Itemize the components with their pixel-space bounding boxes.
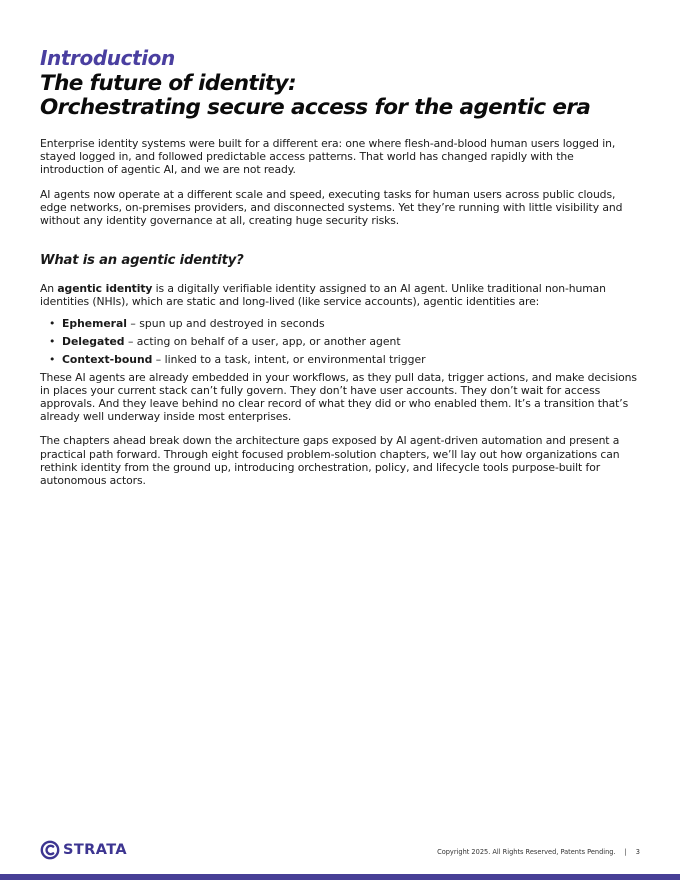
list-item	[40, 317, 638, 330]
copyright-text: Copyright 2025. All Rights Reserved, Patents Pending.	[437, 848, 616, 856]
list-item-desc: – spun up and destroyed in seconds	[127, 316, 325, 330]
characteristics-list	[40, 317, 638, 366]
list-item-term: Delegated	[62, 334, 125, 348]
bullet-icon: •	[49, 352, 56, 366]
list-item-desc: – linked to a task, intent, or environmental trigger	[152, 352, 426, 366]
section-heading: What is an agentic identity?	[40, 253, 244, 269]
list-item-term: Ephemeral	[62, 316, 127, 330]
intro-paragraph-1: Enterprise identity systems were built for a different era: one where flesh-and-blood human users logged in, stayed logged in, and followed predictable access patterns. That world has changed rapidly with the introduction of agentic AI, and we are not ready.	[40, 137, 616, 177]
bullet-icon: •	[49, 316, 56, 330]
list-item	[40, 335, 638, 348]
footer-accent-bar	[0, 874, 680, 880]
definition-paragraph	[40, 282, 638, 308]
context-paragraph: These AI agents are already embedded in your workflows, as they pull data, trigger actions, and make decisions in places your current stack can’t fully govern. They don’t have user accounts. They don’t wait for access approvals. And they leave behind no clear record of what they did or who enabled them. It’s a transition that’s already well underway inside most enterprises.	[40, 370, 637, 424]
list-item-desc: – acting on behalf of a user, app, or another agent	[124, 334, 401, 348]
strata-logo-icon	[40, 840, 60, 860]
definition-text-before: An	[40, 282, 58, 296]
intro-paragraph-2: AI agents now operate at a different scale and speed, executing tasks for human users across public clouds, edge networks, on-premises providers, and disconnected systems. Yet they’re running with little visibility and without any identity governance at all, creating huge security risks.	[40, 187, 623, 228]
section-eyebrow: Introduction	[40, 46, 175, 70]
strata-logo	[40, 840, 127, 860]
list-item-term: Context-bound	[62, 352, 153, 366]
list-item	[40, 353, 638, 366]
page-content	[40, 46, 638, 487]
definition-text-after: is a digitally verifiable identity assigned to an AI agent. Unlike traditional non-human identities (NHIs), which are static and long-lived (like service accounts), agentic identities are:	[40, 282, 606, 309]
page-title	[40, 72, 638, 120]
footer-separator: |	[624, 848, 627, 856]
bullet-icon: •	[49, 334, 56, 348]
strata-logo-text: STRATA	[63, 842, 127, 858]
page-title-line-1: The future of identity:	[40, 71, 296, 96]
definition-term: agentic identity	[57, 282, 153, 296]
chapters-paragraph: The chapters ahead break down the architecture gaps exposed by AI agent-driven automation and present a practical path forward. Through eight focused problem-solution chapters, we’ll lay out how organizations can rethink identity from the ground up, introducing orchestration, policy, and lifecycle tools purpose-built for autonomous actors.	[40, 434, 620, 488]
page-number: 3	[635, 848, 640, 856]
page-title-line-2: Orchestrating secure access for the agentic era	[40, 95, 591, 120]
page-footer	[437, 848, 640, 856]
